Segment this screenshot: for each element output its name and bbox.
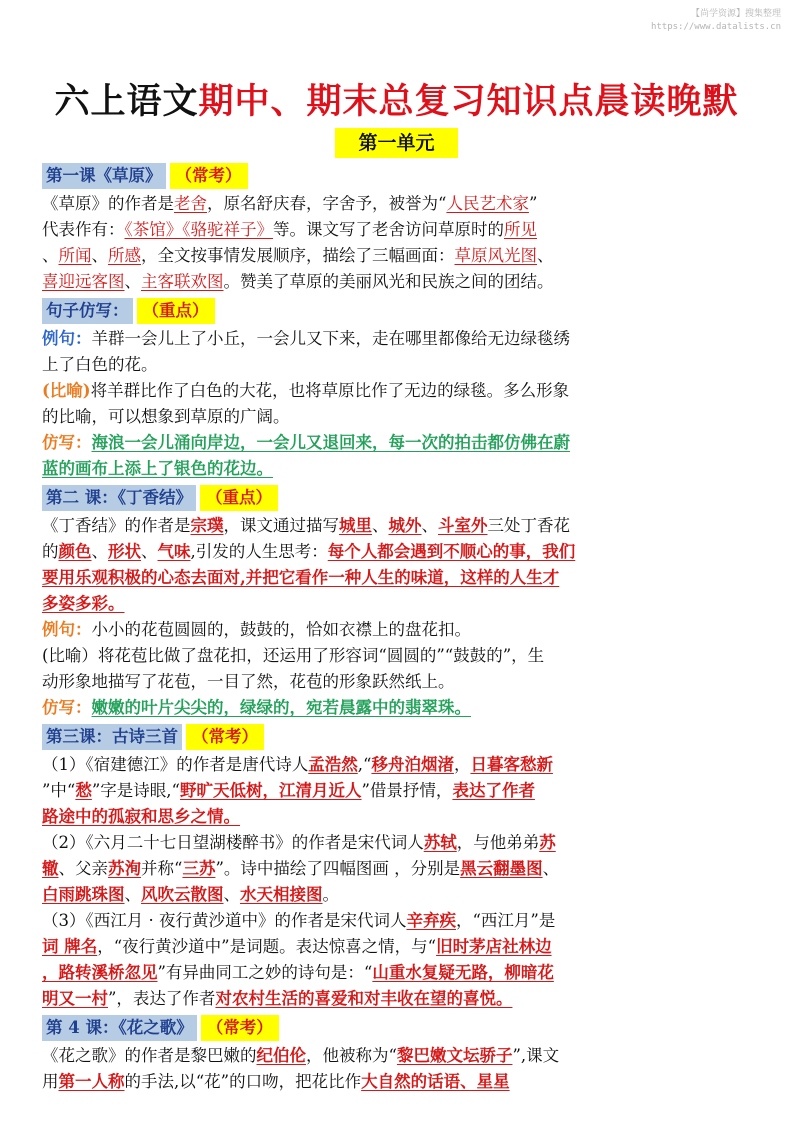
key-term: 辙 — [42, 859, 59, 878]
text: 并称“ — [141, 859, 183, 878]
key-term: 老舍 — [174, 194, 207, 213]
key-term: 三苏 — [182, 859, 216, 878]
text: 、 — [42, 246, 59, 265]
key-term: 路途中的孤寂和思乡之情。 — [42, 807, 240, 826]
key-term: 愁 — [75, 781, 92, 800]
text: 用 — [42, 1072, 59, 1091]
text: ，与他弟弟 — [456, 833, 540, 852]
title-part-2: 期中、期末总复习知识点晨读晚默 — [198, 82, 739, 122]
key-term: 明又一村 — [42, 989, 108, 1008]
example-line — [42, 352, 748, 378]
text: 、父亲 — [58, 859, 108, 878]
key-term: 多姿多彩。 — [42, 594, 125, 613]
analysis-line — [42, 378, 748, 404]
paragraph-line — [42, 986, 748, 1012]
text: 上了白色的花。 — [42, 355, 158, 374]
key-term: 喜迎远客图 — [42, 272, 125, 291]
text: ，原名舒庆春，字舍予，被誉为“ — [207, 194, 447, 213]
text: ”借景抒情， — [361, 781, 453, 800]
key-term: 《茶馆》《骆驼祥子》 — [124, 220, 273, 239]
paragraph-line — [42, 752, 748, 778]
tag-frequent: （常考） — [201, 1015, 279, 1041]
text: 代表作有： — [42, 220, 125, 239]
key-term: 纪伯伦 — [256, 1046, 306, 1065]
tag-key: （重点） — [200, 485, 278, 511]
key-term: 要用乐观积极的心态去面对,并把它看作一种人生的味道，这样的人生才 — [42, 568, 560, 587]
text: 、 — [542, 859, 560, 878]
key-term: 辛弃疾 — [406, 911, 456, 930]
imitation-heading: 句子仿写： — [42, 298, 133, 324]
key-term: 人民艺术家 — [446, 194, 529, 213]
text: 、 — [124, 885, 141, 904]
lesson-4-heading-row — [42, 1015, 748, 1041]
key-term: 表达了作者 — [452, 781, 535, 800]
key-term: 苏洵 — [108, 859, 141, 878]
key-term: 形状 — [108, 542, 141, 561]
lesson-3-heading-row — [42, 724, 748, 750]
text: 的 — [42, 542, 59, 561]
paragraph-line — [42, 908, 748, 934]
paragraph-line — [42, 539, 748, 565]
watermark — [651, 8, 781, 34]
text: ，全文按事情发展顺序，描绘了三幅画面： — [141, 246, 455, 265]
watermark-line-1: 【尚学资源】搜集整理 — [690, 9, 781, 19]
imitation-text: 嫩嫩的叶片尖尖的，绿绿的，宛若晨露中的翡翠珠。 — [91, 698, 471, 717]
key-term: 水天相接图 — [240, 885, 323, 904]
key-term: 旧时茅店社林边 — [436, 937, 552, 956]
paragraph-line — [42, 778, 748, 804]
text: 。 — [322, 885, 339, 904]
imitation-line — [42, 456, 748, 482]
lesson-4-heading: 第 4 课：《花之歌》 — [42, 1015, 197, 1041]
tag-frequent: （常考） — [186, 724, 264, 750]
key-term: 斗室外 — [438, 516, 488, 535]
key-term: 所闻 — [58, 246, 92, 265]
text: 《花之歌》的作者是黎巴嫩的 — [42, 1046, 257, 1065]
key-term: 城外 — [388, 516, 422, 535]
text: ,“ — [357, 755, 372, 774]
key-term: 大自然的话语、星星 — [361, 1072, 510, 1091]
key-term: 主客联欢图 — [141, 272, 224, 291]
example-label: 例句： — [42, 329, 92, 348]
analysis-line — [42, 669, 748, 695]
imitation-line — [42, 430, 748, 456]
text: 、 — [91, 246, 108, 265]
text: ，他被称为“ — [306, 1046, 397, 1065]
paragraph-line — [42, 934, 748, 960]
text: 、 — [124, 272, 141, 291]
text: 等。课文写了老舍访问草原时的 — [273, 220, 504, 239]
lesson-3-heading: 第三课：古诗三首 — [42, 724, 182, 750]
key-term: 苏轼 — [423, 833, 457, 852]
imitation-label: 仿写： — [42, 433, 92, 452]
paragraph-line — [42, 882, 748, 908]
lesson-1-heading: 第一课《草原》 — [42, 163, 166, 189]
text: 小小的花苞圆圆的，鼓鼓的，恰如衣襟上的盘花扣。 — [91, 620, 471, 639]
imitation-label: 仿写： — [42, 698, 92, 717]
text: ” — [528, 194, 538, 213]
paragraph-line — [42, 804, 748, 830]
paragraph-line — [42, 565, 748, 591]
key-term: 颜色 — [58, 542, 92, 561]
text: （2）《六月二十七日望湖楼醉书》的作者是宋代词人 — [42, 833, 424, 852]
analysis-line — [42, 404, 748, 430]
text: 、 — [372, 516, 389, 535]
text: 的比喻，可以想象到草原的广阔。 — [42, 407, 290, 426]
key-term: 对农村生活的喜爱和对丰收在望的喜悦。 — [215, 989, 513, 1008]
key-term: 移舟泊烟渚 — [371, 755, 454, 774]
key-term: 山重水复疑无路，柳暗花 — [372, 963, 554, 982]
text: 三处丁香花 — [487, 516, 570, 535]
key-term: 宗璞 — [190, 516, 224, 535]
imitation-line — [42, 695, 748, 721]
paragraph-line — [42, 830, 748, 856]
key-term: 苏 — [539, 833, 556, 852]
tag-key: （重点） — [137, 298, 215, 324]
key-term: 所见 — [504, 220, 537, 239]
key-term: 黎巴嫩文坛骄子 — [396, 1046, 513, 1065]
paragraph-line — [42, 960, 748, 986]
key-term: 第一人称 — [58, 1072, 125, 1091]
text: 将羊群比作了白色的大花，也将草原比作了无边的绿毯。多么形象 — [90, 381, 570, 400]
paragraph-line — [42, 243, 748, 269]
paragraph-line — [42, 591, 748, 617]
key-term: 日暮客愁新 — [470, 755, 553, 774]
key-term: 野旷天低树，江清月近人 — [180, 781, 362, 800]
text: 《草原》的作者是 — [42, 194, 174, 213]
text: ”，表达了作者 — [108, 989, 216, 1008]
imitation-text: 海浪一会儿涌向岸边，一会儿又退回来，每一次的拍击都仿佛在蔚 — [91, 433, 570, 452]
text: 、 — [141, 542, 158, 561]
key-term: 黑云翻墨图 — [460, 859, 543, 878]
text: 、 — [537, 246, 554, 265]
key-term: 风吹云散图 — [141, 885, 224, 904]
unit-title: 第一单元 — [335, 128, 458, 158]
text: （3）《西江月 · 夜行黄沙道中》的作者是宋代词人 — [42, 911, 407, 930]
text: 。赞美了草原的美丽风光和民族之间的团结。 — [223, 272, 554, 291]
key-term: 城里 — [339, 516, 372, 535]
text: ，“夜行黄沙道中”是词题。表达惊喜之情，与“ — [97, 937, 437, 956]
text: 《丁香结》的作者是 — [42, 516, 191, 535]
paragraph-line — [42, 513, 748, 539]
key-term: 孟浩然 — [308, 755, 358, 774]
text: 、 — [223, 885, 240, 904]
lesson-2-heading: 第二 课：《丁香结》 — [42, 485, 196, 511]
text: ”字是诗眼,“ — [91, 781, 180, 800]
key-term: ，路转溪桥忽见 — [42, 963, 158, 982]
paragraph-line — [42, 269, 748, 295]
key-term: 所感 — [108, 246, 141, 265]
title-part-1: 六上语文 — [54, 82, 199, 122]
text: ， — [453, 755, 471, 774]
text: 的手法,以“花”的口吻，把花比作 — [124, 1072, 362, 1091]
text: ”中“ — [42, 781, 76, 800]
key-term: 草原风光图 — [454, 246, 537, 265]
metaphor-label: (比喻) — [42, 381, 91, 400]
text: (比喻）将花苞比做了盘花扣，还运用了形容词“圆圆的”“鼓鼓的”，生 — [42, 646, 545, 665]
content — [42, 160, 748, 1095]
text: 、 — [421, 516, 438, 535]
key-term: 每个人都会遇到不顺心的事，我们 — [327, 542, 576, 561]
watermark-line-2: https://www.datalists.cn — [650, 22, 781, 32]
imitation-heading-row — [42, 298, 748, 324]
paragraph-line — [42, 1043, 748, 1069]
key-term: 词 牌名 — [42, 937, 98, 956]
text: 羊群一会儿上了小丘，一会儿又下来，走在哪里都像给无边绿毯绣 — [91, 329, 570, 348]
text: ，课文通过描写 — [223, 516, 339, 535]
imitation-text: 蓝的画布上添上了银色的花边。 — [42, 459, 273, 478]
paragraph-line — [42, 217, 748, 243]
text: 动形象地描写了花苞，一目了然，花苞的形象跃然纸上。 — [42, 672, 455, 691]
key-term: 气味 — [157, 542, 191, 561]
text: ,引发的人生思考： — [190, 542, 328, 561]
key-term: 白雨跳珠图 — [42, 885, 125, 904]
tag-frequent: （常考） — [170, 163, 248, 189]
paragraph-line — [42, 1069, 748, 1095]
text: ”,课文 — [512, 1046, 560, 1065]
analysis-line — [42, 643, 748, 669]
lesson-1-heading-row — [42, 163, 748, 189]
text: ”有异曲同工之妙的诗句是：“ — [157, 963, 373, 982]
paragraph-line — [42, 856, 748, 882]
page-title — [0, 74, 793, 124]
text: ”。诗中描绘了四幅图画 ，分别是 — [215, 859, 461, 878]
example-line — [42, 617, 748, 643]
lesson-2-heading-row — [42, 485, 748, 511]
text: ，“西江月”是 — [455, 911, 556, 930]
paragraph-line — [42, 191, 748, 217]
example-label: 例句： — [42, 620, 92, 639]
text: （1）《宿建德江》的作者是唐代诗人 — [42, 755, 309, 774]
text: 、 — [91, 542, 108, 561]
example-line — [42, 326, 748, 352]
